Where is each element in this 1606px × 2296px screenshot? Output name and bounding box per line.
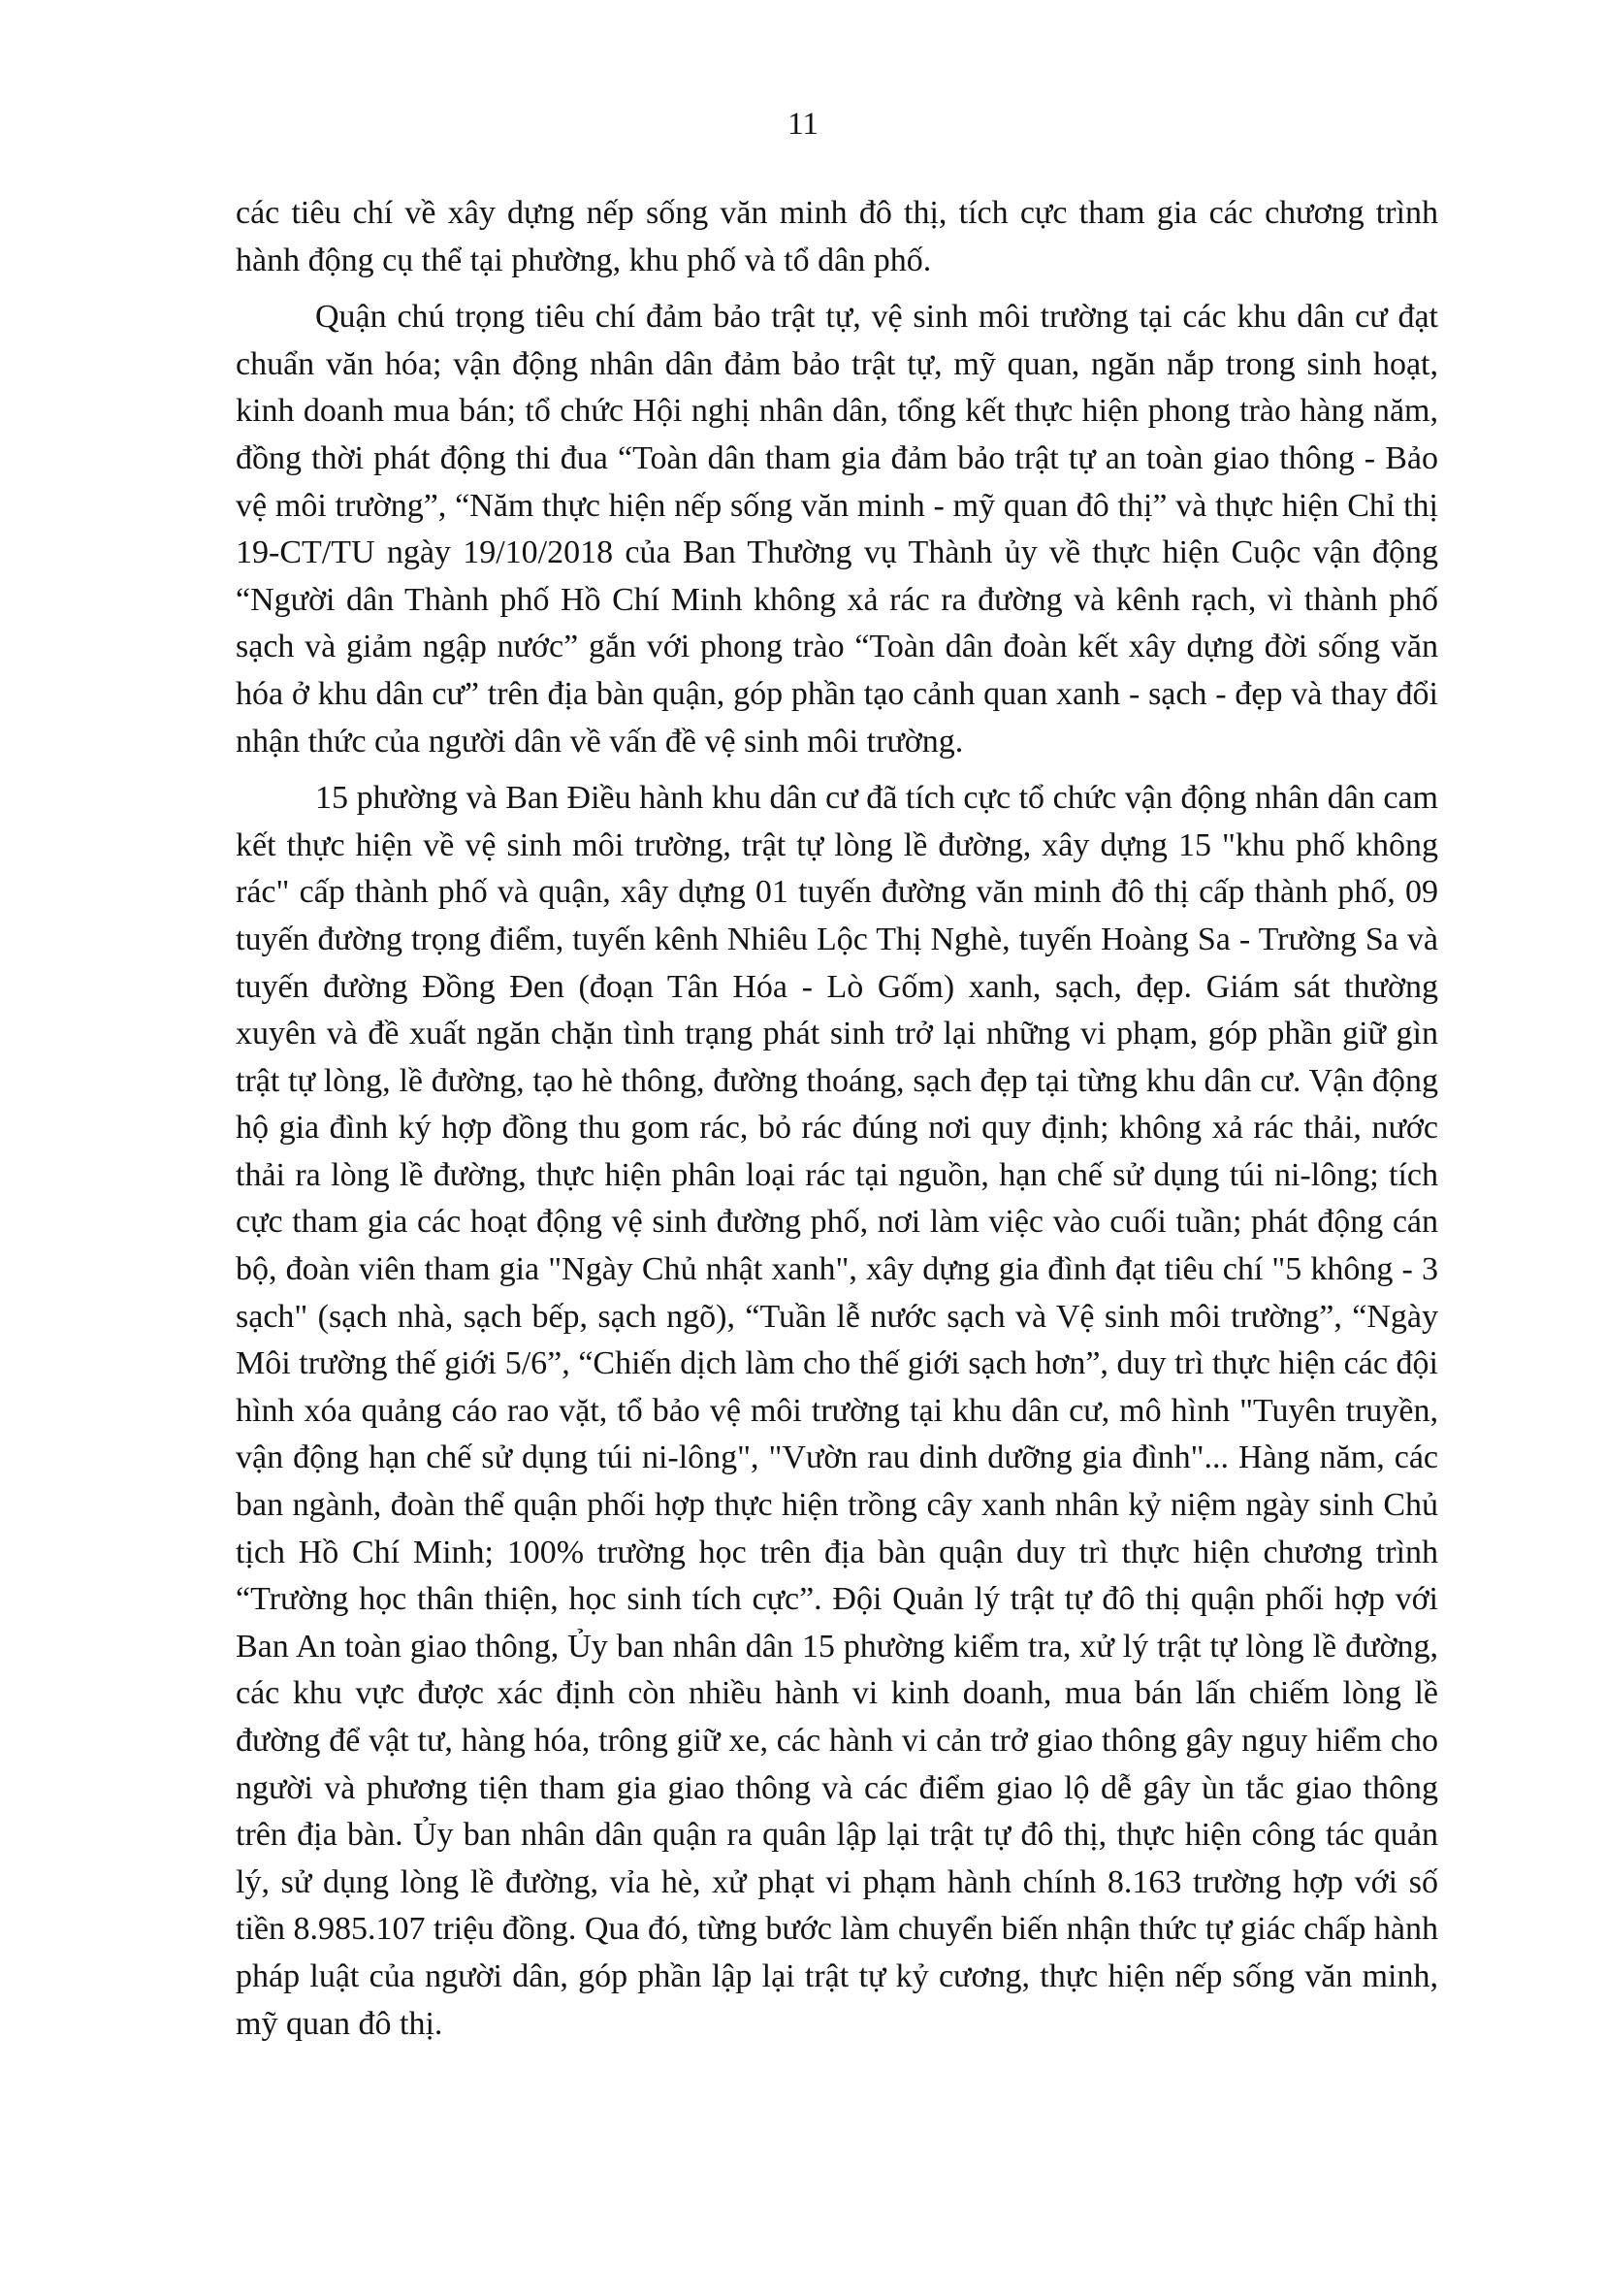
paragraph-continued: các tiêu chí về xây dựng nếp sống văn minh đô thị, tích cực tham gia các chương trình hành động cụ thể tại phường, khu phố và tổ dân phố. [236, 195, 1438, 278]
paragraph-ward-activities: 15 phường và Ban Điều hành khu dân cư đã tích cực tổ chức vận động nhân dân cam kết thực hiện về vệ sinh môi trường, trật tự lòng lề đường, xây dựng 15 "khu phố không rác" cấp thành phố và quận, xây dựng 01 tuyến đường văn minh đô thị cấp thành phố, 09 tuyến đường trọng điểm, tuyến kênh Nhiêu Lộc Thị Nghè, tuyến Hoàng Sa - Trường Sa và tuyến đường Đồng Đen (đoạn Tân Hóa - Lò Gốm) xanh, sạch, đẹp. Giám sát thường xuyên và đề xuất ngăn chặn tình trạng phát sinh trở lại những vi phạm, góp phần giữ gìn trật tự lòng, lề đường, tạo hè thông, đường thoáng, sạch đẹp tại từng khu dân cư. Vận động hộ gia đình ký hợp đồng thu gom rác, bỏ rác đúng nơi quy định; không xả rác thải, nước thải ra lòng lề đường, thực hiện phân loại rác tại nguồn, hạn chế sử dụng túi ni-lông; tích cực tham gia các hoạt động vệ sinh đường phố, nơi làm việc vào cuối tuần; phát động cán bộ, đoàn viên tham gia "Ngày Chủ nhật xanh", xây dựng gia đình đạt tiêu chí "5 không - 3 sạch" (sạch nhà, sạch bếp, sạch ngõ), “Tuần lễ nước sạch và Vệ sinh môi trường”, “Ngày Môi trường thế giới 5/6”, “Chiến dịch làm cho thế giới sạch hơn”, duy trì thực hiện các đội hình xóa quảng cáo rao vặt, tổ bảo vệ môi trường tại khu dân cư, mô hình "Tuyên truyền, vận động hạn chế sử dụng túi ni-lông", "Vườn rau dinh dưỡng gia đình"... Hàng năm, các ban ngành, đoàn thể quận phối hợp thực hiện trồng cây xanh nhân kỷ niệm ngày sinh Chủ tịch Hồ Chí Minh; 100% trường học trên địa bàn quận duy trì thực hiện chương trình “Trường học thân thiện, học sinh tích cực”. Đội Quản lý trật tự đô thị quận phối hợp với Ban An toàn giao thông, Ủy ban nhân dân 15 phường kiểm tra, xử lý trật tự lòng lề đường, các khu vực được xác định còn nhiều hành vi kinh doanh, mua bán lấn chiếm lòng lề đường để vật tư, hàng hóa, trông giữ xe, các hành vi cản trở giao thông gây nguy hiểm cho người và phương tiện tham gia giao thông và các điểm giao lộ dễ gây ùn tắc giao thông trên địa bàn. Ủy ban nhân dân quận ra quân lập lại trật tự đô thị, thực hiện công tác quản lý, sử dụng lòng lề đường, vỉa hè, xử phạt vi phạm hành chính 8.163 trường hợp với số tiền 8.985.107 triệu đồng. Qua đó, từng bước làm chuyển biến nhận thức tự giác chấp hành pháp luật của người dân, góp phần lập lại trật tự kỷ cương, thực hiện nếp sống văn minh, mỹ quan đô thị. [236, 780, 1438, 2042]
paragraph-district-criteria: Quận chú trọng tiêu chí đảm bảo trật tự, vệ sinh môi trường tại các khu dân cư đạt chuẩn văn hóa; vận động nhân dân đảm bảo trật tự, mỹ quan, ngăn nắp trong sinh hoạt, kinh doanh mua bán; tổ chức Hội nghị nhân dân, tổng kết thực hiện phong trào hàng năm, đồng thời phát động thi đua “Toàn dân tham gia đảm bảo trật tự an toàn giao thông - Bảo vệ môi trường”, “Năm thực hiện nếp sống văn minh - mỹ quan đô thị” và thực hiện Chỉ thị 19-CT/TU ngày 19/10/2018 của Ban Thường vụ Thành ủy về thực hiện Cuộc vận động “Người dân Thành phố Hồ Chí Minh không xả rác ra đường và kênh rạch, vì thành phố sạch và giảm ngập nước” gắn với phong trào “Toàn dân đoàn kết xây dựng đời sống văn hóa ở khu dân cư” trên địa bàn quận, góp phần tạo cảnh quan xanh - sạch - đẹp và thay đổi nhận thức của người dân về vấn đề vệ sinh môi trường. [236, 299, 1438, 760]
document-body [236, 190, 1438, 2057]
page-number: 11 [787, 107, 819, 142]
